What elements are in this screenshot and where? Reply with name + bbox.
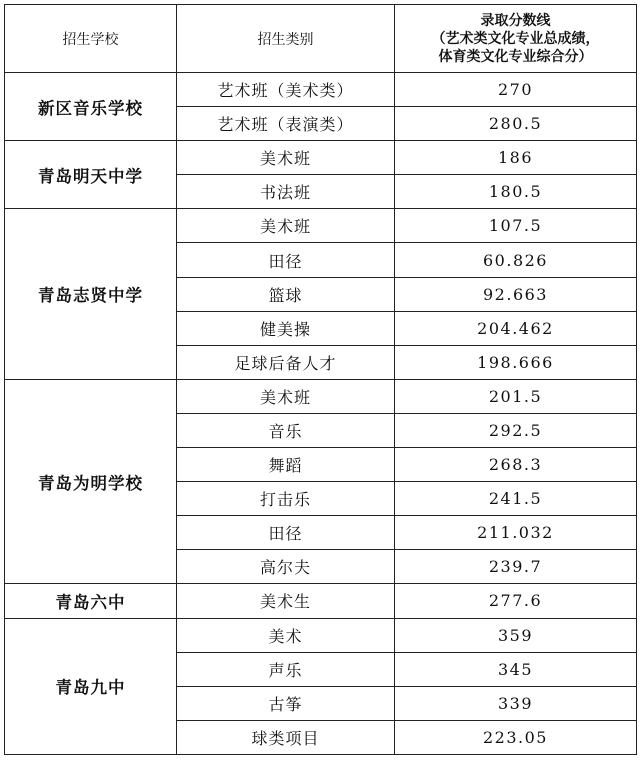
category-cell: 篮球 (177, 277, 395, 311)
score-cell: 345 (395, 652, 637, 686)
score-cell: 186 (395, 141, 637, 175)
score-cell: 223.05 (395, 720, 637, 754)
score-cell: 241.5 (395, 482, 637, 516)
category-cell: 田径 (177, 516, 395, 550)
score-cell: 270 (395, 73, 637, 107)
score-cell: 211.032 (395, 516, 637, 550)
school-name-cell: 青岛为明学校 (5, 379, 177, 584)
table-row (5, 73, 637, 107)
category-cell: 田径 (177, 243, 395, 277)
category-cell: 健美操 (177, 311, 395, 345)
school-name-cell: 新区音乐学校 (5, 73, 177, 141)
header-score (395, 5, 637, 73)
table-body (5, 73, 637, 755)
score-cell: 239.7 (395, 550, 637, 584)
category-cell: 球类项目 (177, 720, 395, 754)
category-cell: 美术 (177, 618, 395, 652)
category-cell: 古筝 (177, 686, 395, 720)
score-cell: 107.5 (395, 209, 637, 243)
category-cell: 声乐 (177, 652, 395, 686)
score-cell: 204.462 (395, 311, 637, 345)
header-category: 招生类别 (177, 5, 395, 73)
score-cell: 180.5 (395, 175, 637, 209)
category-cell: 美术班 (177, 209, 395, 243)
category-cell: 舞蹈 (177, 448, 395, 482)
category-cell: 书法班 (177, 175, 395, 209)
category-cell: 艺术班（美术类） (177, 73, 395, 107)
score-cell: 60.826 (395, 243, 637, 277)
table-row (5, 141, 637, 175)
category-cell: 艺术班（表演类） (177, 107, 395, 141)
table-row (5, 209, 637, 243)
category-cell: 足球后备人才 (177, 345, 395, 379)
category-cell: 美术班 (177, 379, 395, 413)
score-cell: 359 (395, 618, 637, 652)
score-cell: 268.3 (395, 448, 637, 482)
table-row (5, 618, 637, 652)
school-name-cell: 青岛志贤中学 (5, 209, 177, 379)
category-cell: 打击乐 (177, 482, 395, 516)
category-cell: 高尔夫 (177, 550, 395, 584)
school-name-cell: 青岛九中 (5, 618, 177, 754)
score-cell: 277.6 (395, 584, 637, 618)
score-cell: 280.5 (395, 107, 637, 141)
category-cell: 美术生 (177, 584, 395, 618)
table-row (5, 584, 637, 618)
category-cell: 音乐 (177, 413, 395, 447)
score-cell: 292.5 (395, 413, 637, 447)
header-score-line1: 录取分数线 (480, 12, 551, 29)
score-cell: 92.663 (395, 277, 637, 311)
category-cell: 美术班 (177, 141, 395, 175)
score-cell: 339 (395, 686, 637, 720)
score-cell: 198.666 (395, 345, 637, 379)
school-name-cell: 青岛明天中学 (5, 141, 177, 209)
school-name-cell: 青岛六中 (5, 584, 177, 618)
header-school: 招生学校 (5, 5, 177, 73)
header-score-line2: （艺术类文化专业总成绩， (431, 30, 600, 47)
header-score-line3: 体育类文化专业综合分） (438, 48, 593, 65)
table-row (5, 379, 637, 413)
score-cell: 201.5 (395, 379, 637, 413)
admission-score-table (4, 4, 637, 755)
table-header-row (5, 5, 637, 73)
